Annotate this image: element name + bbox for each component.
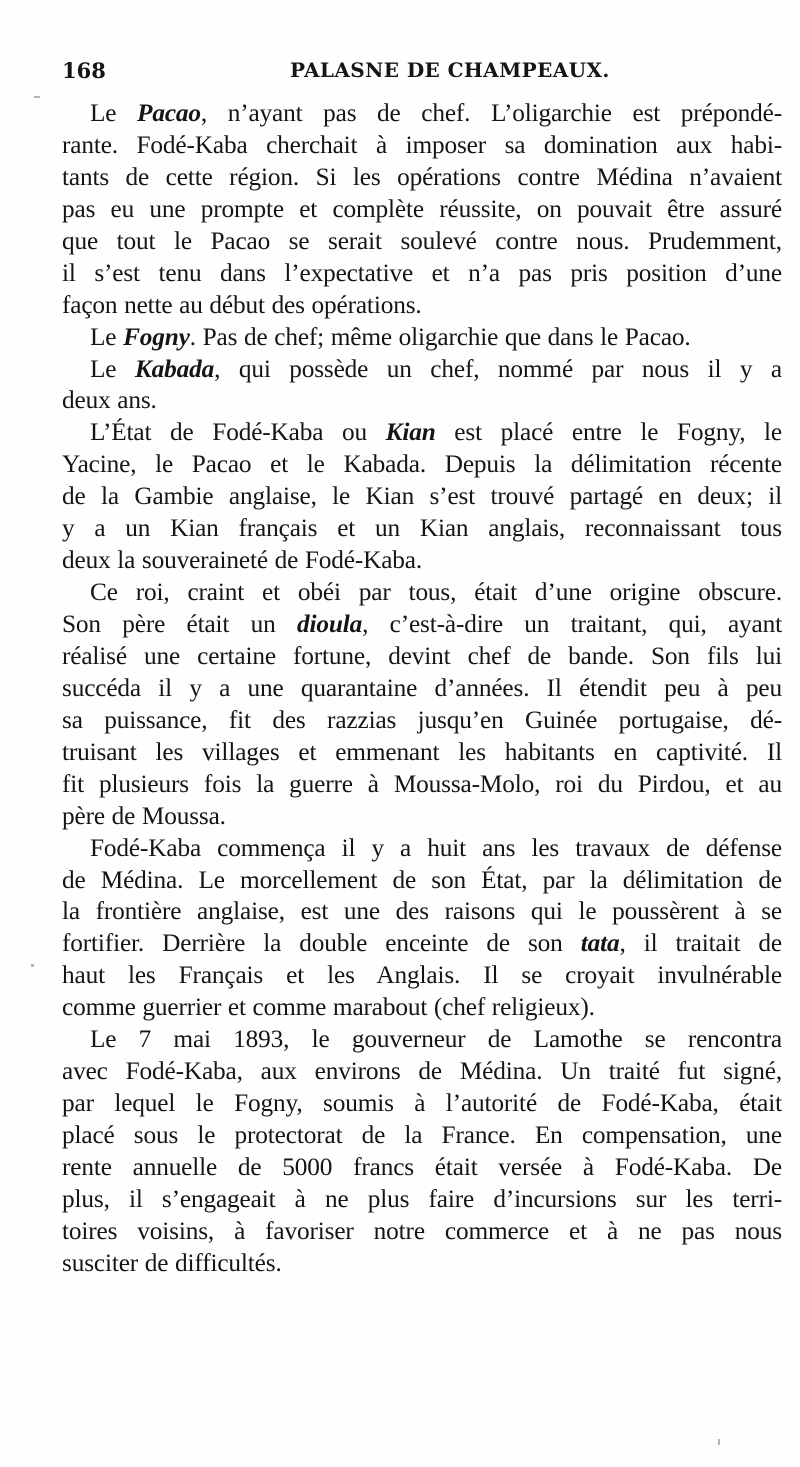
paragraph (62, 577, 782, 833)
emphasized-term: Kabada (134, 354, 215, 383)
text-line (62, 577, 782, 609)
text-run: pas eu une prompte et complète réussite, on pouvait être assuré (62, 194, 782, 223)
text-run: Yacine, le Pacao et le Kabada. Depuis la délimitation récente (62, 450, 782, 479)
text-line (62, 1216, 782, 1248)
text-line (62, 162, 782, 194)
text-run: que tout le Pacao se serait soulevé contre nous. Prudemment, (62, 226, 782, 255)
text-line (62, 1024, 782, 1056)
text-run: de Médina. Le morcellement de son État, par la délimitation de (62, 865, 782, 894)
text-run: est placé entre le Fogny, le (435, 418, 782, 447)
text-line (62, 641, 782, 673)
text-run: . Pas de chef; même oligarchie que dans le Pacao. (189, 322, 691, 351)
paragraph (62, 98, 782, 322)
paragraph (62, 1024, 782, 1280)
text-run: façon nette au début des opérations. (62, 290, 422, 319)
scan-speck (718, 1439, 720, 1445)
text-line (62, 928, 782, 960)
text-run: truisant les villages et emmenant les habitants en captivité. Il (62, 737, 782, 766)
text-run: deux ans. (62, 386, 157, 415)
text-line (62, 322, 782, 354)
text-run: rente annuelle de 5000 francs était versée à Fodé-Kaba. De (62, 1152, 782, 1181)
text-line (62, 673, 782, 705)
text-line (62, 290, 782, 322)
running-head: PALASNE DE CHAMPEAUX. (290, 58, 610, 82)
text-line (62, 865, 782, 897)
text-line (62, 1056, 782, 1088)
text-line (62, 801, 782, 833)
text-line (62, 130, 782, 162)
text-run: susciter de difficultés. (62, 1248, 282, 1277)
text-line (62, 513, 782, 545)
text-run: tants de cette région. Si les opérations contre Médina n’avaient (62, 162, 782, 191)
page-number: 168 (62, 58, 106, 83)
text-run: Fodé-Kaba commença il y a huit ans les travaux de défense (90, 833, 782, 862)
text-run: sa puissance, fit des razzias jusqu’en Guinée portugaise, dé- (62, 705, 782, 734)
text-line (62, 545, 782, 577)
text-line (62, 833, 782, 865)
text-line (62, 449, 782, 481)
text-line (62, 1248, 782, 1280)
text-run: haut les Français et les Anglais. Il se croyait invulnérable (62, 961, 782, 990)
body-text (62, 98, 782, 1280)
page-header (62, 58, 767, 88)
text-run: L’État de Fodé-Kaba ou (90, 418, 386, 447)
text-run: de la Gambie anglaise, le Kian s’est trouvé partagé en deux; il (62, 482, 782, 511)
text-run: , qui possède un chef, nommé par nous il y a (214, 354, 782, 383)
text-run: avec Fodé-Kaba, aux environs de Médina. Un traité fut signé, (62, 1057, 782, 1086)
paragraph (62, 833, 782, 1025)
text-run: la frontière anglaise, est une des raisons qui le poussèrent à se (62, 897, 782, 926)
text-line (62, 481, 782, 513)
emphasized-term: Fogny (123, 322, 190, 351)
text-run: rante. Fodé-Kaba cherchait à imposer sa domination aux habi- (62, 130, 782, 159)
scan-speck (31, 964, 34, 967)
text-line (62, 417, 782, 449)
paragraph (62, 417, 782, 577)
paragraph (62, 354, 782, 418)
text-line (62, 609, 782, 641)
text-line (62, 737, 782, 769)
text-line (62, 960, 782, 992)
text-run: Le (90, 322, 124, 351)
text-run: , n’ayant pas de chef. L’oligarchie est prépondé- (200, 99, 782, 127)
text-run: comme guerrier et comme marabout (chef religieux). (62, 993, 595, 1022)
text-run: par lequel le Fogny, soumis à l’autorité de Fodé-Kaba, était (62, 1089, 782, 1118)
text-run: Le 7 mai 1893, le gouverneur de Lamothe se rencontra (90, 1025, 782, 1054)
text-line (62, 1120, 782, 1152)
text-line (62, 258, 782, 290)
text-run: plus, il s’engageait à ne plus faire d’incursions sur les terri- (62, 1184, 782, 1213)
text-run: Le (90, 354, 135, 383)
text-line (62, 226, 782, 258)
text-run: deux la souveraineté de Fodé-Kaba. (62, 546, 423, 575)
text-run: toires voisins, à favoriser notre commerce et à ne pas nous (62, 1216, 782, 1245)
text-line (62, 1152, 782, 1184)
emphasized-term: Kian (385, 418, 436, 447)
text-line (62, 769, 782, 801)
text-run: , c’est-à-dire un traitant, qui, ayant (362, 610, 782, 638)
text-run: fit plusieurs fois la guerre à Moussa-Molo, roi du Pirdou, et au (62, 769, 782, 798)
text-run: Son père était un (62, 610, 297, 638)
text-line (62, 992, 782, 1024)
text-run: succéda il y a une quarantaine d’années. Il étendit peu à peu (62, 673, 782, 702)
paragraph (62, 322, 782, 354)
text-run: il s’est tenu dans l’expectative et n’a pas pris position d’une (62, 258, 782, 287)
text-run: , il traitait de (619, 929, 782, 958)
text-run: père de Moussa. (62, 801, 226, 830)
text-line (62, 194, 782, 226)
text-line (62, 1184, 782, 1216)
text-line (62, 896, 782, 928)
text-run: Ce roi, craint et obéi par tous, était d’une origine obscure. (90, 578, 782, 607)
text-line (62, 705, 782, 737)
text-run: réalisé une certaine fortune, devint chef de bande. Son fils lui (62, 641, 782, 670)
text-line (62, 1088, 782, 1120)
emphasized-term: Pacao (137, 99, 201, 127)
text-run: fortifier. Derrière la double enceinte de son (62, 929, 581, 958)
text-run: placé sous le protectorat de la France. En compensation, une (62, 1121, 782, 1149)
emphasized-term: tata (580, 929, 620, 958)
text-line (62, 385, 782, 417)
text-line (62, 98, 782, 130)
emphasized-term: dioula (296, 610, 363, 638)
scan-speck (34, 96, 40, 98)
text-run: y a un Kian français et un Kian anglais, reconnaissant tous (62, 514, 782, 543)
text-line (62, 354, 782, 386)
text-run: Le (90, 99, 138, 127)
